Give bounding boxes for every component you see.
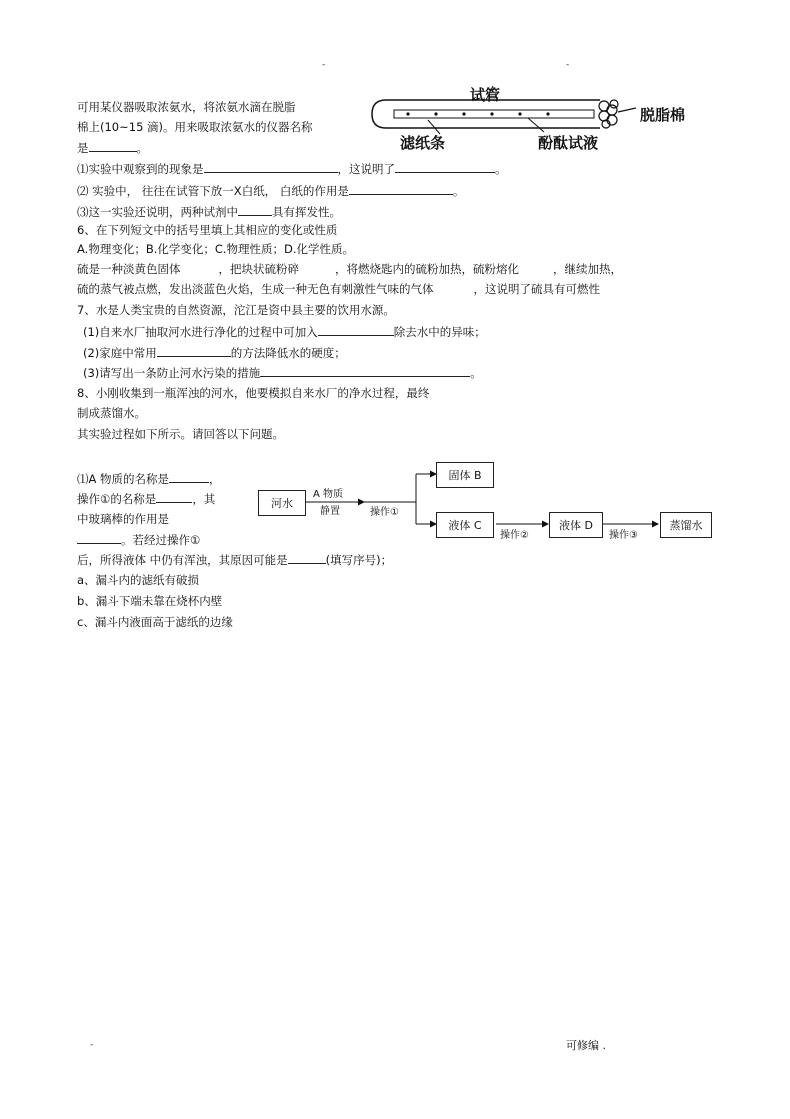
cotton-wad xyxy=(599,100,618,128)
label-phenolphthalein: 酚酞试液 xyxy=(538,134,599,152)
q7-part1: (1)自来水厂抽取河水进行净化的过程中可加入 除去水中的异味； xyxy=(83,325,486,339)
cotton-pointer xyxy=(618,108,636,112)
solution-pointer xyxy=(528,118,544,132)
q6-line2: 硫的蒸气被点燃，发出淡蓝色火焰，生成一种无色有刺激性气味的气体 ，这说明了硫具有可燃性 xyxy=(77,282,600,296)
q5-part2: ⑵ 实验中， 往往在试管下放一X白纸， 白纸的作用是 。 xyxy=(77,184,465,198)
answer-blank[interactable] xyxy=(169,470,209,483)
q8-part1-line4: 。若经过操作① xyxy=(77,531,200,548)
q8-option-c: c、漏斗内液面高于滤纸的边缘 xyxy=(77,615,233,629)
answer-blank[interactable] xyxy=(77,531,121,544)
footer-editable-note: 可修编 . xyxy=(566,1039,606,1052)
answer-blank[interactable] xyxy=(157,344,231,357)
q6-line1: 硫是一种淡黄色固体 ，把块状硫粉碎 ，将燃烧匙内的硫粉加热，硫粉熔化 ，继续加热， xyxy=(77,262,622,276)
answer-blank[interactable] xyxy=(89,139,137,152)
q5-part3: ⑶这一实验还说明，两种试剂中 具有挥发性。 xyxy=(77,205,341,219)
answer-blank[interactable] xyxy=(395,160,495,173)
label-tube: 试管 xyxy=(470,86,501,104)
q8-title-line1: 8、小刚收集到一瓶浑浊的河水，他要模拟自来水厂的净水过程，最终 xyxy=(77,386,430,400)
q6-options: A.物理变化；B.化学变化；C.物理性质；D.化学性质。 xyxy=(77,242,355,256)
liquid-d-box: 液体 D xyxy=(549,512,603,538)
q8-part1-line3: 中玻璃棒的作用是 xyxy=(77,512,169,526)
q8-option-b: b、漏斗下端未靠在烧杯内壁 xyxy=(77,594,223,608)
op2-label: 操作② xyxy=(500,530,529,541)
q8-title-line2: 制成蒸馏水。 xyxy=(77,406,146,420)
settle-label: 静置 xyxy=(320,506,340,517)
liquid-c-box: 液体 C xyxy=(436,512,494,538)
distilled-water-box: 蒸馏水 xyxy=(660,512,712,538)
q5-intro-line3: 是 。 xyxy=(77,141,148,155)
answer-blank[interactable] xyxy=(318,323,394,336)
q6-title: 6、在下列短文中的括号里填上其相应的变化或性质 xyxy=(77,223,338,237)
q5-intro-line1: 可用某仪器吸取浓氨水，将浓氨水滴在脱脂 xyxy=(77,100,296,114)
answer-blank[interactable] xyxy=(260,364,470,377)
footer-mark-left: - xyxy=(90,1040,94,1050)
answer-blank[interactable] xyxy=(156,490,192,503)
q8-part1-line2: 操作①的名称是 ，其 xyxy=(77,492,216,506)
answer-blank[interactable] xyxy=(204,160,338,173)
label-filter-paper: 滤纸条 xyxy=(400,134,446,152)
q8-part1-line1: ⑴A 物质的名称是 ， xyxy=(77,472,221,486)
label-cotton: 脱脂棉 xyxy=(640,106,686,124)
q5-part1: ⑴实验中观察到的现象是 ，这说明了 。 xyxy=(77,162,507,176)
q8-title-line3: 其实验过程如下所示。请回答以下问题。 xyxy=(77,427,284,441)
op1-label: 操作① xyxy=(370,507,399,518)
solid-b-box: 固体 B xyxy=(436,462,494,488)
filter-paper-strip xyxy=(394,110,594,118)
q8-option-a: a、漏斗内的滤纸有破损 xyxy=(77,573,200,587)
answer-blank[interactable] xyxy=(238,203,272,216)
q7-part2: (2)家庭中常用 的方法降低水的硬度； xyxy=(83,346,346,360)
q8-part1-line5: 后，所得液体 中仍有浑浊，其原因可能是 (填写序号)； xyxy=(77,553,393,567)
op3-label: 操作③ xyxy=(609,530,638,541)
header-mark-left: - xyxy=(322,60,326,70)
q5-intro-line2: 棉上(10~15 滴)。用来吸取浓氨水的仪器名称 xyxy=(77,120,313,134)
q7-title: 7、水是人类宝贵的自然资源，沱江是资中县主要的饮用水源。 xyxy=(77,303,395,317)
q7-part3: (3)请写出一条防止河水污染的措施 。 xyxy=(83,366,482,380)
a-substance-label: A 物质 xyxy=(313,489,344,500)
answer-blank[interactable] xyxy=(288,551,326,564)
answer-blank[interactable] xyxy=(349,182,453,195)
header-mark-right: - xyxy=(566,60,570,70)
river-water-box: 河水 xyxy=(258,490,306,516)
